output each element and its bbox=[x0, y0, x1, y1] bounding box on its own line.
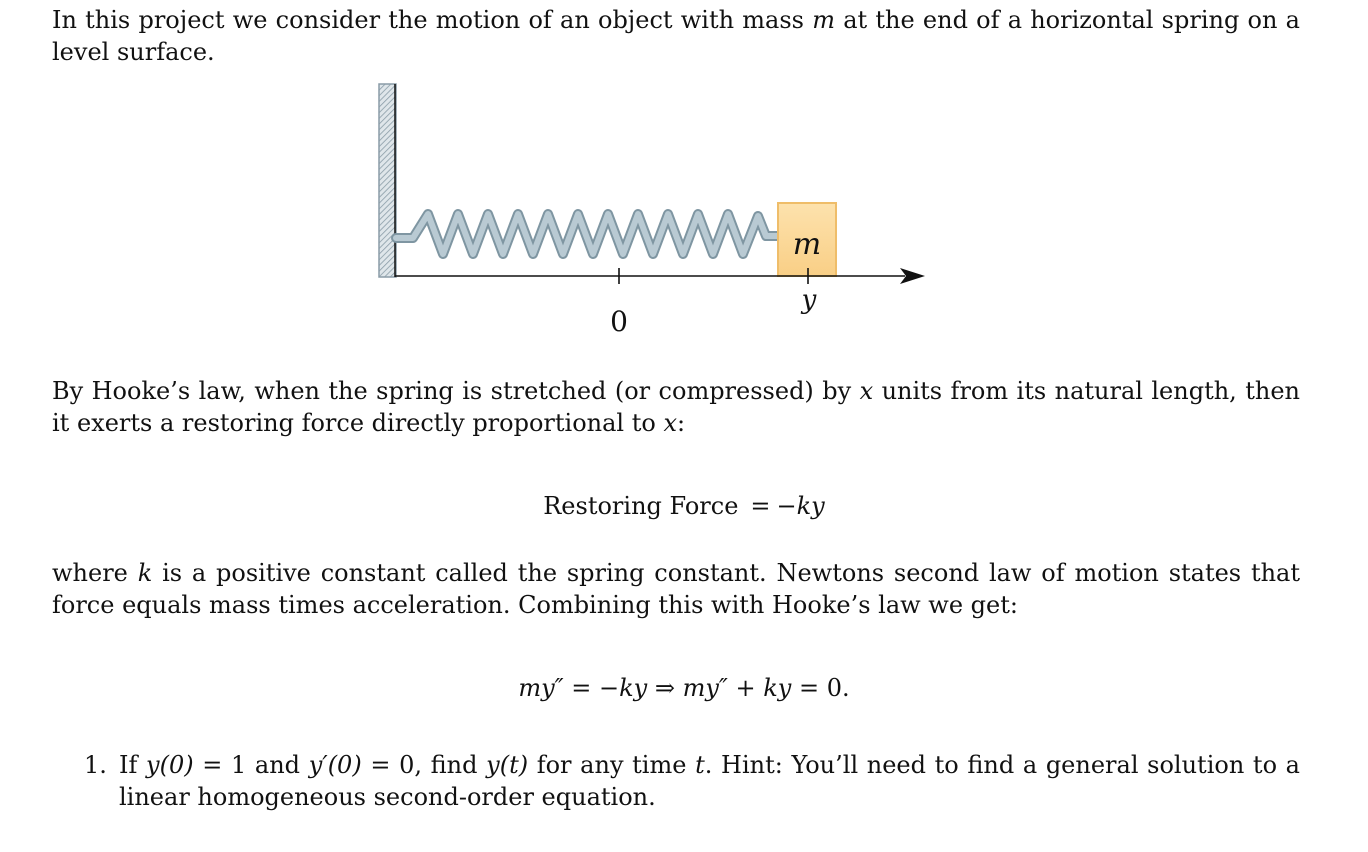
hooke-x-symbol-1: x bbox=[859, 377, 874, 405]
hooke-paragraph bbox=[52, 375, 1300, 439]
equation-of-motion bbox=[0, 672, 1368, 704]
q-yprime0: y′(0) bbox=[308, 751, 362, 779]
newton-paragraph bbox=[52, 557, 1300, 621]
intro-paragraph bbox=[52, 4, 1300, 68]
hooke-x-symbol-2: x bbox=[663, 409, 677, 437]
q-t-symbol: t bbox=[695, 751, 705, 779]
spring-mass-diagram bbox=[370, 76, 940, 346]
newton-k-symbol: k bbox=[137, 559, 153, 587]
question-text bbox=[119, 749, 1300, 813]
question-1 bbox=[84, 749, 1300, 813]
restoring-force-equation bbox=[0, 490, 1368, 522]
hooke-text-2: units from its natural length, then it exerts a restoring force directly proportional to bbox=[52, 377, 1300, 437]
eq2-term-4: 0. bbox=[826, 674, 850, 702]
eq2-equals-1: = bbox=[563, 674, 600, 702]
eq2-term-2: −ky bbox=[599, 674, 648, 702]
q-text-2: = 1 and bbox=[193, 751, 309, 779]
q-text-1: If bbox=[119, 751, 147, 779]
q-y0: y(0) bbox=[146, 751, 194, 779]
wall bbox=[379, 84, 396, 277]
eq2-equals-2: = bbox=[791, 674, 827, 702]
newton-text-2: is a positive constant called the spring constant. Newtons second law of motion states that force equals mass times acceleration. Combining this with Hooke’s law we get: bbox=[52, 559, 1300, 619]
eq2-term-1: my″ bbox=[518, 674, 564, 702]
mass-label: m bbox=[792, 227, 822, 262]
newton-text-1: where bbox=[52, 559, 138, 587]
equation1-lhs: Restoring Force bbox=[543, 492, 739, 520]
q-text-3: = 0, find bbox=[361, 751, 487, 779]
position-axis bbox=[395, 268, 925, 284]
eq2-implies: ⇒ bbox=[647, 674, 683, 702]
position-label: y bbox=[801, 285, 817, 315]
hooke-text-1: By Hooke’s law, when the spring is stretched (or compressed) by bbox=[52, 377, 860, 405]
question-number: 1. bbox=[84, 751, 107, 779]
q-text-4: for any time bbox=[528, 751, 696, 779]
q-text-5: . Hint: You’ll need to find a general solution to a linear homogeneous second-order equation. bbox=[119, 751, 1300, 811]
eq2-term-3: my″ + ky bbox=[682, 674, 792, 702]
intro-text-1: In this project we consider the motion of an object with mass bbox=[52, 6, 813, 34]
equation1-equals: = bbox=[750, 492, 771, 520]
intro-mass-symbol: m bbox=[812, 6, 835, 34]
spring bbox=[396, 214, 778, 254]
intro-text-2: at the end of a horizontal spring on a level surface. bbox=[52, 6, 1300, 66]
q-yt: y(t) bbox=[486, 751, 529, 779]
equation1-rhs: −ky bbox=[776, 492, 825, 520]
hooke-text-3: : bbox=[677, 409, 686, 437]
origin-label: 0 bbox=[610, 305, 628, 338]
